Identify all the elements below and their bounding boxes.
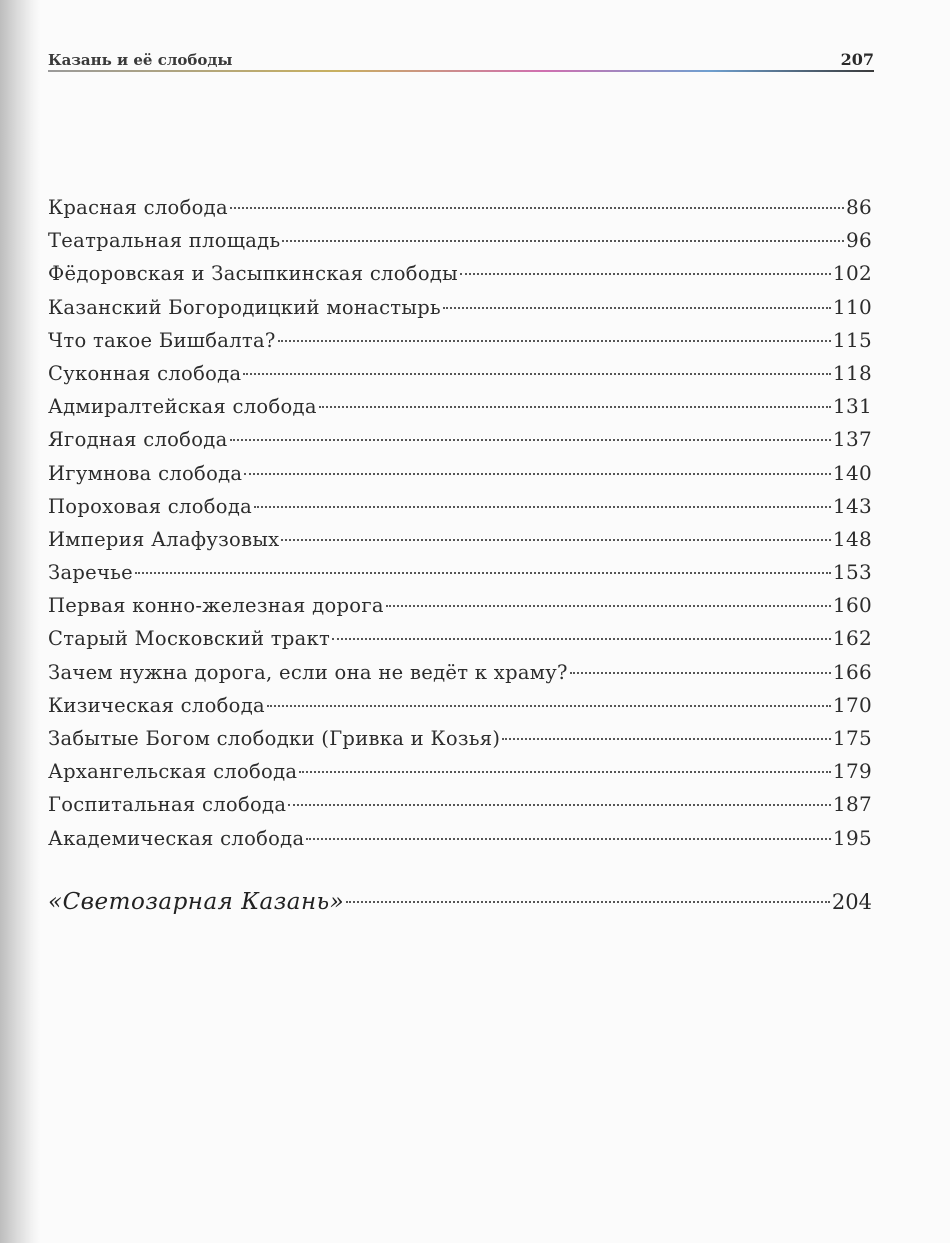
toc-entry-page: 137 — [832, 427, 872, 452]
dot-leader — [386, 605, 831, 607]
toc-entry[interactable] — [48, 523, 872, 556]
toc-entry[interactable] — [48, 589, 872, 622]
toc-entry-page: 131 — [832, 394, 872, 419]
dot-leader — [135, 572, 831, 574]
toc-entry-title: Заречье — [48, 561, 133, 585]
toc-entry-page: 148 — [832, 526, 872, 551]
table-of-contents — [48, 191, 872, 855]
toc-entry-page: 160 — [832, 593, 872, 618]
toc-entry-title: Пороховая слобода — [48, 494, 253, 518]
toc-entry[interactable] — [48, 490, 872, 523]
toc-entry-page: 179 — [832, 759, 872, 784]
toc-entry-title: Суконная слобода — [48, 361, 242, 385]
toc-entry-title: Империя Алафузовых — [48, 527, 280, 551]
toc-entry[interactable] — [48, 755, 872, 788]
toc-entry-page: 162 — [832, 626, 872, 651]
toc-entry[interactable] — [48, 257, 872, 290]
running-header — [48, 44, 874, 72]
dot-leader — [278, 340, 831, 342]
toc-entry-page: 187 — [832, 792, 872, 817]
toc-entry[interactable] — [48, 722, 872, 755]
toc-entry[interactable] — [48, 656, 872, 689]
header-rule — [48, 70, 874, 72]
dot-leader — [299, 771, 831, 773]
toc-entry-title: Игумнова слобода — [48, 461, 243, 485]
toc-entry[interactable] — [48, 822, 872, 855]
toc-entry-title: Театральная площадь — [48, 229, 281, 253]
toc-entry[interactable] — [48, 390, 872, 423]
dot-leader — [332, 638, 831, 640]
dot-leader — [254, 506, 831, 508]
page-gutter-shadow — [0, 0, 40, 1243]
toc-entry-page: 86 — [845, 195, 872, 219]
dot-leader — [230, 207, 844, 209]
dot-leader — [443, 307, 831, 309]
toc-entry-title: Адмиралтейская слобода — [48, 395, 317, 419]
toc-entry-title: Что такое Бишбалта? — [48, 328, 276, 352]
toc-final-entry[interactable] — [48, 884, 872, 920]
dot-leader — [306, 838, 831, 840]
toc-entry[interactable] — [48, 457, 872, 490]
toc-entry[interactable] — [48, 357, 872, 390]
toc-entry-title: Академическая слобода — [48, 826, 305, 850]
dot-leader — [288, 804, 831, 806]
toc-entry-page: 195 — [832, 825, 872, 850]
toc-entry-page: 170 — [832, 692, 872, 717]
dot-leader — [243, 373, 831, 375]
toc-entry-title: Кизическая слобода — [48, 693, 265, 717]
toc-entry-title: Госпитальная слобода — [48, 793, 287, 817]
toc-entry-title: Архангельская слобода — [48, 760, 298, 784]
dot-leader — [281, 539, 830, 541]
toc-entry-title: Забытые Богом слободки (Гривка и Козья) — [48, 727, 501, 750]
toc-entry[interactable] — [48, 291, 872, 324]
toc-entry-title: Ягодная слобода — [48, 428, 228, 452]
dot-leader — [244, 473, 831, 475]
page-number: 207 — [840, 50, 874, 69]
toc-entry-page: 153 — [832, 560, 872, 585]
toc-entry[interactable] — [48, 224, 872, 257]
toc-entry-page: 143 — [832, 493, 872, 518]
toc-entry[interactable] — [48, 191, 872, 224]
toc-entry-title: Первая конно-железная дорога — [48, 594, 384, 618]
toc-entry-page: 110 — [832, 294, 872, 319]
toc-entry-title: Старый Московский тракт — [48, 627, 331, 651]
dot-leader — [570, 672, 831, 674]
running-header-title: Казань и её слободы — [48, 51, 233, 69]
dot-leader — [319, 406, 831, 408]
dot-leader — [346, 901, 830, 903]
toc-entry[interactable] — [48, 324, 872, 357]
toc-entry-page: 175 — [832, 726, 872, 750]
toc-entry[interactable] — [48, 689, 872, 722]
toc-entry-title: Казанский Богородицкий монастырь — [48, 295, 441, 319]
toc-entry[interactable] — [48, 788, 872, 821]
toc-entry-title: Фёдоровская и Засыпкинская слободы — [48, 262, 458, 286]
toc-entry-title: Красная слобода — [48, 196, 228, 219]
toc-entry[interactable] — [48, 622, 872, 655]
toc-entry-page: 115 — [832, 327, 872, 352]
toc-entry[interactable] — [48, 556, 872, 589]
toc-entry-title: Зачем нужна дорога, если она не ведёт к храму? — [48, 660, 568, 684]
toc-final-entry-page: 204 — [831, 890, 872, 914]
toc-entry-page: 140 — [832, 460, 872, 485]
dot-leader — [267, 705, 831, 707]
toc-entry-page: 166 — [832, 659, 872, 684]
toc-entry-page: 102 — [832, 261, 872, 286]
dot-leader — [460, 273, 831, 275]
dot-leader — [282, 240, 844, 242]
dot-leader — [502, 738, 831, 740]
toc-entry[interactable] — [48, 423, 872, 456]
toc-entry-page: 96 — [845, 228, 872, 253]
toc-final-entry-title: «Светозарная Казань» — [48, 889, 345, 915]
dot-leader — [230, 439, 831, 441]
toc-entry-page: 118 — [832, 360, 872, 385]
